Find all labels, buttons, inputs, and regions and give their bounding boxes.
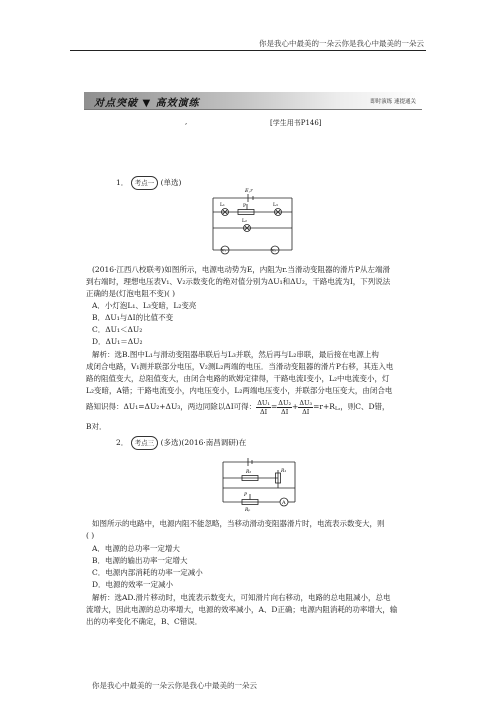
banner-subtitle: 即时演练 速提通关 (370, 99, 416, 105)
q1-stem-line-1: (2016·江西八校联考)如图所示，电源电动势为E，内阻为r.当滑动变阻器的滑片P从左端滑 (92, 265, 390, 274)
q2-type: (多选)(2016·南昌调研)在 (160, 438, 247, 447)
q2-label-p: P (244, 493, 248, 498)
q1-label-l1: L₁ (220, 203, 225, 208)
q1-formula-end: ，则C、D错， (340, 402, 390, 411)
page-header: 你是我心中最美的一朵云你是我心中最美的一朵云 (259, 39, 424, 48)
q1-label-emf: E,r (245, 188, 253, 194)
q1-formula-lead: 路知识得：ΔU₁=ΔU₂+ΔU₃，两边同除以ΔI可得： (86, 402, 257, 411)
q1-label-p: P (243, 204, 247, 209)
q1-number: 1． (116, 178, 129, 187)
q1-type: (单选) (160, 178, 182, 187)
q2-option-b: B．电源的输出功率一定增大 (92, 556, 188, 565)
q2-analysis-line-2: 流增大，因此电源的总功率增大，电源的效率减小，A、D正确；电源内阻消耗的功率增大，输 (86, 605, 398, 614)
q2-option-a: A．电源的总功率一定增大 (92, 544, 180, 553)
q2-option-d: D．电源的效率一定减小 (92, 580, 174, 589)
q1-option-d: D．ΔU₁＝ΔU₂ (92, 337, 143, 346)
q1-analysis-line-3: 路的阻值变大，总阻值变大，由闭合电路的欧姆定律得，干路电流I变小，L₂中电流变小，灯 (86, 374, 390, 383)
q2-stem-line-2: ( ) (86, 531, 95, 540)
q1-label-v1: V₁ (221, 247, 226, 253)
q2-option-c: C．电源内部消耗的功率一定减小 (92, 568, 203, 577)
q2-circuit-diagram (218, 454, 300, 514)
ref-comma: , (185, 118, 188, 126)
section-banner (84, 92, 422, 110)
q1-analysis-line-2: 成闭合电路，V₁测并联部分电压，V₂测L₂两端的电压．当滑动变阻器的滑片P右移，其连入电 (86, 362, 394, 371)
q1-circuit-diagram (205, 186, 300, 261)
q2-analysis-line-1: 解析：选AD.滑片移动时，电流表示数变大，可知滑片向右移动，电路的总电阻减小，总电 (92, 593, 391, 602)
q2-label-ammeter: A (282, 499, 286, 506)
q2-label-r2: R₂ (246, 470, 252, 475)
page-footer: 你是我心中最美的一朵云你是我心中最美的一朵云 (92, 681, 257, 690)
q1-analysis-line-4: L₂变暗，A错；干路电流变小，内电压变小，L₂两端电压变小，并联部分电压变大，由闭合电 (86, 386, 393, 395)
q1-formula-sub: L₂ (334, 406, 341, 412)
q1-option-b: B．ΔU₁与ΔI的比值不变 (92, 313, 174, 322)
q1-label-v2: V₂ (271, 247, 276, 253)
q2-heading (116, 436, 450, 450)
q1-stem-line-2: 到右端时，理想电压表V₁、V₂示数变化的绝对值分别为ΔU₁和ΔU₂，干路电流为I，下列说法 (86, 277, 391, 286)
q1-label-l3: L₃ (273, 203, 278, 208)
q1-option-a: A．小灯泡L₁、L₃变暗，L₂变亮 (92, 301, 197, 310)
q2-label-rp: Rₚ (245, 508, 251, 513)
ref-text: [学生用书P146] (270, 119, 322, 127)
header-rule (70, 50, 426, 51)
banner-title: 对点突破 ▼ 高效演练 (94, 98, 200, 109)
q2-analysis-line-3: 出的功率变化不确定，B、C错误． (86, 617, 203, 626)
q2-number: 2． (116, 438, 129, 447)
q1-analysis-last: B对． (86, 422, 107, 431)
q2-stem-line-1: 如图所示的电路中，电源内阻不能忽略，当移动滑动变阻器滑片时，电流表示数变大，则 (92, 519, 385, 528)
q1-formula-line: 路知识得：ΔU₁=ΔU₂+ΔU₃，两边同除以ΔI可得： $\frac{\text{ΔU₁}}{\Delta I}$ = $\frac{\text{ΔU₂}}{\Delta I}$ + $\frac{\text{ΔU₃}}{\Delta I}$ $=r+R_{L_2}$，则C、D错， (86, 398, 390, 416)
q1-option-c: C．ΔU₁＜ΔU₂ (92, 325, 143, 334)
q2-label-r1: R₁ (281, 469, 287, 474)
q1-fraction-1: $\frac{\text{ΔU₁}}{\Delta I}$ (257, 398, 270, 416)
q1-formula-tail: =r+R (313, 402, 335, 411)
q1-label-l2: L₂ (242, 219, 247, 224)
q1-fraction-2: $\frac{\text{ΔU₂}}{\Delta I}$ (278, 398, 292, 416)
q1-analysis-line-1: 解析：选B.图中L₁与滑动变阻器串联后与L₃并联，然后再与L₂串联，最后接在电源上构 (92, 350, 379, 359)
q1-topic-tag: 考点一 (131, 176, 159, 190)
q1-stem-line-3: 正确的是(灯泡电阻不变)( ) (86, 289, 176, 298)
q1-fraction-3: $\frac{\text{ΔU₃}}{\Delta I}$ (299, 398, 313, 416)
q2-topic-tag: 考点三 (131, 436, 159, 450)
